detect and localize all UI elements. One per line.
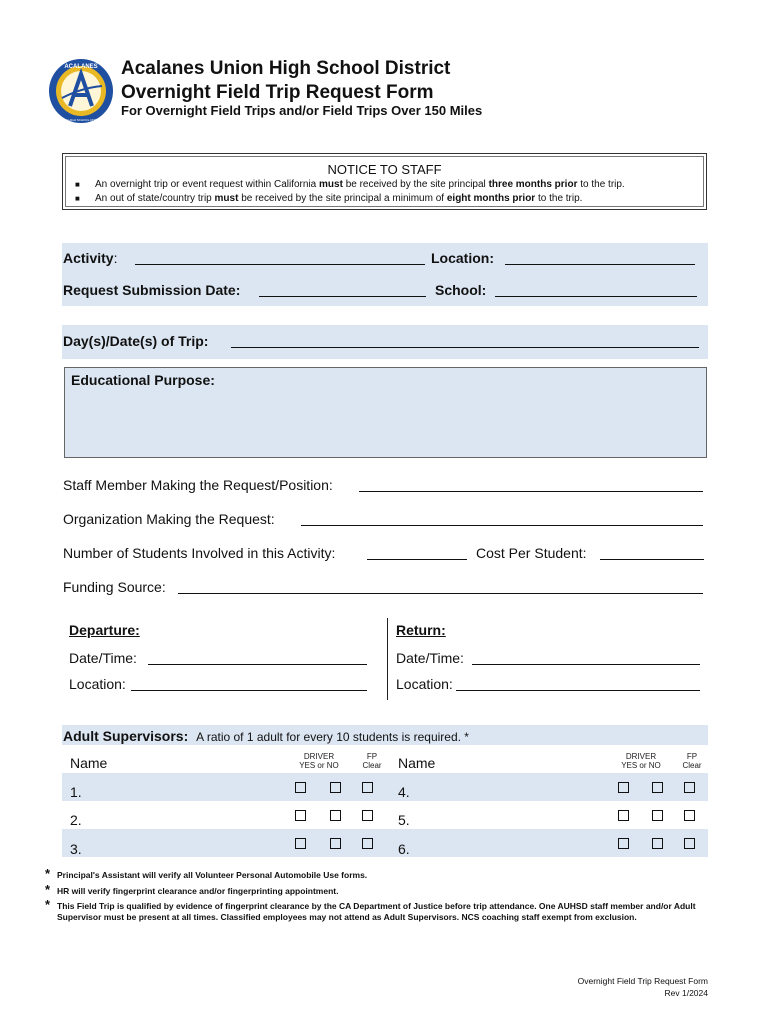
- note-3: This Field Trip is qualified by evidence of fingerprint clearance by the CA Department of Justice before trip attendance. One AUHSD staff member and/or Adult Supervisor must be present at all times. Classified employees may not attend as Adult Supervisors. NCS coaching staff exempt from exclusion.: [57, 901, 696, 922]
- departure-datetime-input[interactable]: [148, 651, 367, 665]
- driver-no-checkbox[interactable]: [330, 810, 341, 821]
- note-1: Principal's Assistant will verify all Volunteer Personal Automobile Use forms.: [57, 870, 368, 880]
- fp-clear-checkbox[interactable]: [684, 782, 695, 793]
- fp-clear-checkbox[interactable]: [362, 810, 373, 821]
- row-shade-1: [62, 773, 708, 801]
- notice-box: [62, 153, 707, 210]
- logo-text: ACALANES: [64, 64, 98, 70]
- return-location-label: Location:: [396, 676, 453, 692]
- organization-label: Organization Making the Request:: [63, 511, 275, 527]
- fp-clear-checkbox[interactable]: [362, 838, 373, 849]
- supervisor-row-label: 6.: [398, 841, 410, 857]
- location-input[interactable]: [505, 251, 695, 265]
- departure-datetime-label: Date/Time:: [69, 650, 137, 666]
- notice-title: NOTICE TO STAFF: [327, 162, 442, 177]
- supervisor-row-label: 5.: [398, 812, 410, 828]
- form-subtitle: For Overnight Field Trips and/or Field Trips Over 150 Miles: [121, 103, 483, 118]
- driver-no-checkbox[interactable]: [652, 838, 663, 849]
- activity-input[interactable]: [135, 251, 425, 265]
- note-asterisk: *: [45, 897, 51, 912]
- funding-source-input[interactable]: [178, 580, 703, 594]
- note-asterisk: *: [45, 882, 51, 897]
- activity-label: Activity: [63, 250, 114, 266]
- educational-purpose-label: Educational Purpose:: [71, 372, 215, 388]
- num-students-label: Number of Students Involved in this Activity:: [63, 545, 336, 561]
- driver-header-left: DRIVER YES or NO: [299, 752, 339, 770]
- return-datetime-label: Date/Time:: [396, 650, 464, 666]
- footer: [578, 975, 708, 999]
- supervisor-row-label: 2.: [70, 812, 82, 828]
- cost-per-student-input[interactable]: [600, 546, 704, 560]
- driver-yes-checkbox[interactable]: [295, 782, 306, 793]
- num-students-input[interactable]: [367, 546, 467, 560]
- request-date-label: Request Submission Date:: [63, 282, 241, 298]
- fp-clear-checkbox[interactable]: [684, 810, 695, 821]
- footer-form-name: Overnight Field Trip Request Form: [577, 976, 708, 986]
- staff-member-input[interactable]: [359, 478, 703, 492]
- driver-yes-checkbox[interactable]: [618, 810, 629, 821]
- form-title: Overnight Field Trip Request Form: [121, 82, 434, 103]
- days-dates-input[interactable]: [231, 334, 699, 348]
- driver-yes-checkbox[interactable]: [618, 782, 629, 793]
- supervisor-row-label: 1.: [70, 784, 82, 800]
- departure-location-label: Location:: [69, 676, 126, 692]
- note-asterisk: *: [45, 866, 51, 881]
- driver-no-checkbox[interactable]: [652, 810, 663, 821]
- cost-per-student-label: Cost Per Student:: [476, 545, 587, 561]
- departure-location-input[interactable]: [131, 677, 367, 691]
- supervisors-ratio: A ratio of 1 adult for every 10 students is required. *: [196, 730, 469, 744]
- district-name: Acalanes Union High School District: [121, 58, 451, 79]
- organization-input[interactable]: [301, 512, 703, 526]
- request-date-input[interactable]: [259, 283, 426, 297]
- logo-subtext: UNION HIGH SCHOOL DISTRICT: [57, 118, 105, 122]
- bullet-icon: ■: [75, 180, 80, 189]
- return-location-input[interactable]: [456, 677, 700, 691]
- driver-header-right: DRIVER YES or NO: [621, 752, 661, 770]
- fp-clear-checkbox[interactable]: [684, 838, 695, 849]
- driver-no-checkbox[interactable]: [652, 782, 663, 793]
- return-datetime-input[interactable]: [472, 651, 700, 665]
- supervisors-title: Adult Supervisors:: [63, 728, 189, 744]
- return-heading: Return:: [396, 622, 446, 638]
- travel-divider: [387, 618, 388, 700]
- educational-purpose-box[interactable]: [64, 367, 707, 458]
- departure-heading: Departure:: [69, 622, 140, 638]
- funding-source-label: Funding Source:: [63, 579, 166, 595]
- notice-item-2: ■ An out of state/country trip must be received by the site principal a minimum of eight months prior to the trip.: [75, 193, 583, 204]
- row-shade-3: [62, 829, 708, 857]
- name-header-right: Name: [398, 755, 436, 771]
- driver-yes-checkbox[interactable]: [295, 838, 306, 849]
- school-input[interactable]: [495, 283, 697, 297]
- activity-field: Activity:: [63, 250, 118, 266]
- days-dates-label: Day(s)/Date(s) of Trip:: [63, 333, 209, 349]
- fp-header-left: FP Clear: [362, 752, 382, 770]
- driver-no-checkbox[interactable]: [330, 838, 341, 849]
- fp-header-right: FP Clear: [682, 752, 702, 770]
- header-title-block: [121, 57, 450, 105]
- staff-member-label: Staff Member Making the Request/Position:: [63, 477, 333, 493]
- name-header-left: Name: [70, 755, 108, 771]
- note-2: HR will verify fingerprint clearance and/or fingerprinting appointment.: [57, 886, 339, 896]
- driver-yes-checkbox[interactable]: [618, 838, 629, 849]
- supervisor-row-label: 3.: [70, 841, 82, 857]
- notice-item-1: ■ An overnight trip or event request within California must be received by the site principal three months prior to the trip.: [75, 179, 625, 190]
- bullet-icon: ■: [75, 194, 80, 203]
- supervisor-row-label: 4.: [398, 784, 410, 800]
- school-label: School:: [435, 282, 487, 298]
- district-logo: [48, 58, 114, 124]
- footer-revision: Rev 1/2024: [664, 988, 708, 998]
- supervisors-heading: [63, 728, 469, 744]
- driver-yes-checkbox[interactable]: [295, 810, 306, 821]
- driver-no-checkbox[interactable]: [330, 782, 341, 793]
- fp-clear-checkbox[interactable]: [362, 782, 373, 793]
- location-label: Location:: [431, 250, 494, 266]
